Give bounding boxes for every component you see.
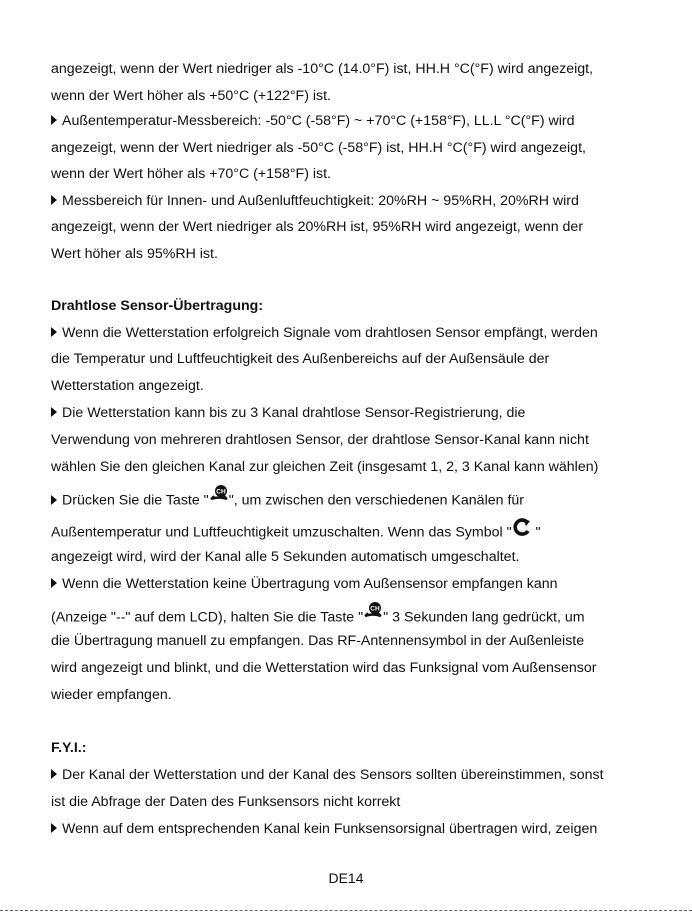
text-line: angezeigt, wenn der Wert niedriger als -10°C (14.0°F) ist, HH.H °C(°F) wird angezeigt, xyxy=(51,61,594,77)
bullet-triangle-icon xyxy=(51,495,57,505)
text-line: Wert höher als 95%RH ist. xyxy=(51,246,218,262)
text-line: wieder empfangen. xyxy=(51,687,172,703)
cycle-arrow-icon xyxy=(512,518,532,541)
text-line: (Anzeige "--" auf dem LCD), halten Sie die Taste " CH " 3 Sekunden lang gedrückt, um xyxy=(51,605,585,630)
bullet-triangle-icon xyxy=(51,769,57,779)
section-heading-wireless: Drahtlose Sensor-Übertragung: xyxy=(51,298,264,314)
bullet-line: Außentemperatur-Messbereich: -50°C (-58°F) ~ +70°C (+158°F), LL.L °C(°F) wird xyxy=(51,112,575,130)
section-heading-fyi: F.Y.I.: xyxy=(51,740,87,756)
bullet-line: Wenn die Wetterstation keine Übertragung vom Außensensor empfangen kann xyxy=(51,575,558,593)
text-line: die Übertragung manuell zu empfangen. Das RF-Antennensymbol in der Außenleiste xyxy=(51,633,585,649)
bullet-line: Wenn die Wetterstation erfolgreich Signale vom drahtlosen Sensor empfängt, werden xyxy=(51,324,598,342)
text-line: wenn der Wert höher als +70°C (+158°F) ist. xyxy=(51,166,331,182)
text-line: angezeigt, wenn der Wert niedriger als 20%RH ist, 95%RH wird angezeigt, wenn der xyxy=(51,219,584,235)
bullet-triangle-icon xyxy=(51,823,57,833)
text-line: wenn der Wert höher als +50°C (+122°F) ist. xyxy=(51,88,331,104)
text-line: angezeigt, wenn der Wert niedriger als -50°C (-58°F) ist, HH.H °C(°F) wird angezeigt, xyxy=(51,140,586,156)
bullet-line: Messbereich für Innen- und Außenluftfeuchtigkeit: 20%RH ~ 95%RH, 20%RH wird xyxy=(51,192,579,210)
text-line: wählen Sie den gleichen Kanal zur gleichen Zeit (insgesamt 1, 2, 3 Kanal kann wählen) xyxy=(51,459,599,475)
svg-text:CH: CH xyxy=(370,605,380,613)
page-number: DE14 xyxy=(328,870,364,886)
text-line: wird angezeigt und blinkt, und die Wetterstation wird das Funksignal vom Außensensor xyxy=(51,660,597,676)
text-line: die Temperatur und Luftfeuchtigkeit des Außenbereichs auf der Außensäule der xyxy=(51,351,550,367)
text-line: angezeigt wird, wird der Kanal alle 5 Sekunden automatisch umgeschaltet. xyxy=(51,549,520,565)
text-line: Verwendung von mehreren drahtlosen Sensor, der drahtlose Sensor-Kanal kann nicht xyxy=(51,432,589,448)
bottom-divider xyxy=(0,910,692,911)
bullet-line: Der Kanal der Wetterstation und der Kanal des Sensors sollten übereinstimmen, sonst xyxy=(51,766,604,784)
bullet-triangle-icon xyxy=(51,195,57,205)
text-line: Außentemperatur und Luftfeuchtigkeit umzuschalten. Wenn das Symbol " " xyxy=(51,521,541,544)
text-line: Wetterstation angezeigt. xyxy=(51,378,204,394)
bullet-triangle-icon xyxy=(51,578,57,588)
bullet-line: Die Wetterstation kann bis zu 3 Kanal drahtlose Sensor-Registrierung, die xyxy=(51,404,525,422)
text-line: ist die Abfrage der Daten des Funksensors nicht korrekt xyxy=(51,794,401,810)
channel-button-icon xyxy=(363,601,383,626)
bullet-triangle-icon xyxy=(51,327,57,337)
bullet-line: Drücken Sie die Taste " CH ", um zwischen den verschiedenen Kanälen für xyxy=(51,488,524,513)
bullet-triangle-icon xyxy=(51,115,57,125)
bullet-triangle-icon xyxy=(51,407,57,417)
channel-button-icon xyxy=(209,484,229,509)
svg-text:CH: CH xyxy=(216,488,226,496)
bullet-line: Wenn auf dem entsprechenden Kanal kein Funksensorsignal übertragen wird, zeigen xyxy=(51,820,597,838)
